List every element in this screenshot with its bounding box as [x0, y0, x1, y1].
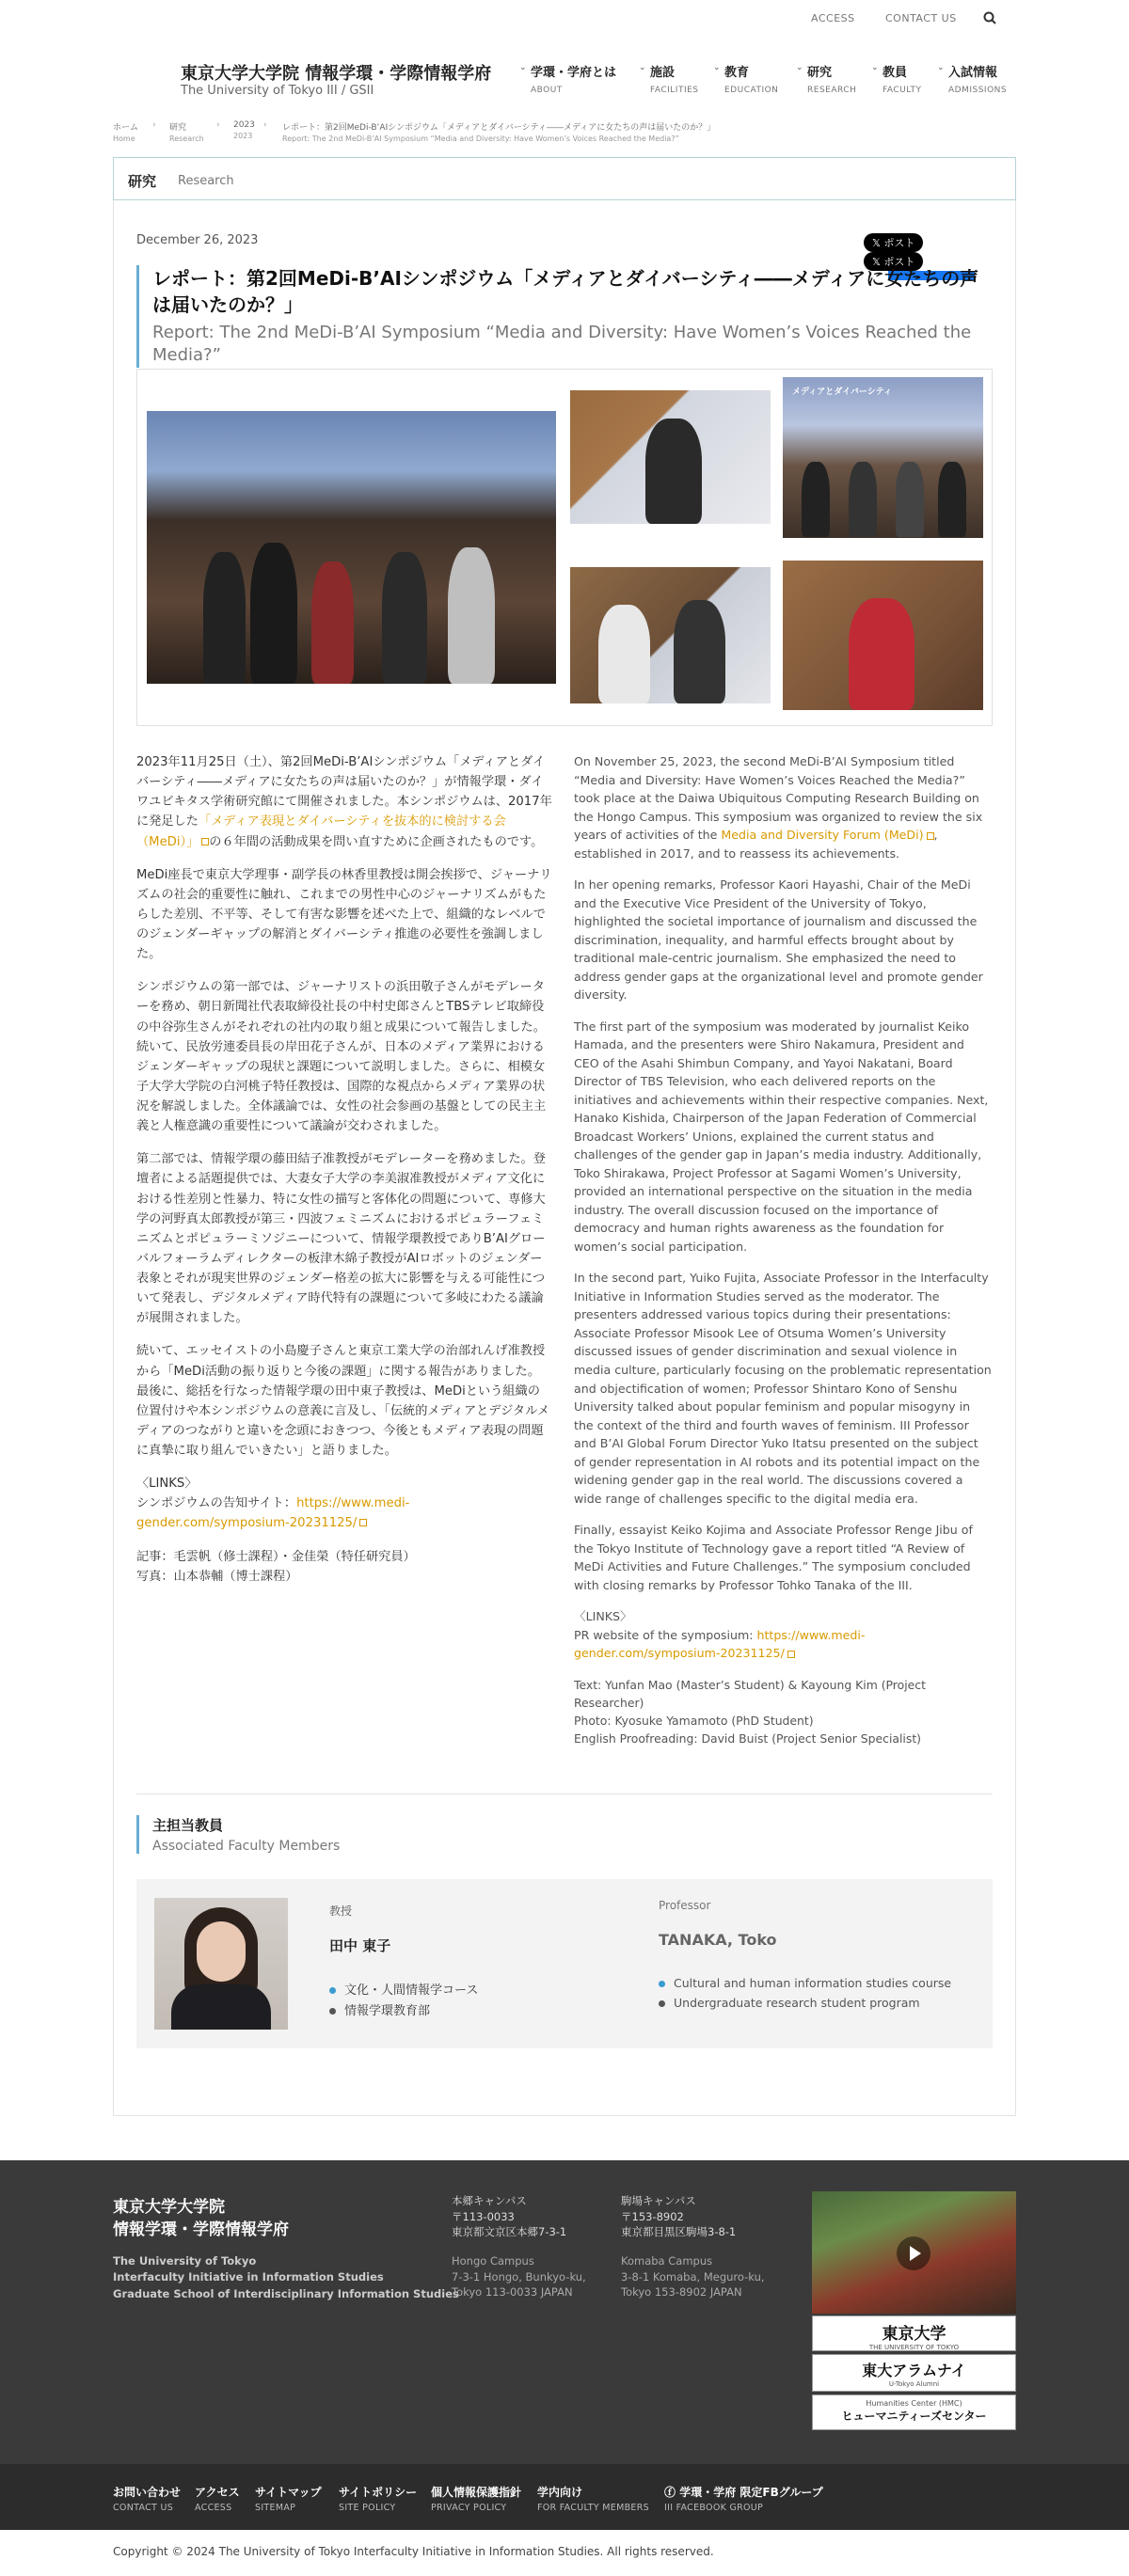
site-subtitle[interactable]: The University of Tokyo III / GSII — [181, 84, 374, 98]
paragraph: In her opening remarks, Professor Kaori Hayashi, Chair of the MeDi and the Executive Vice President of the University of Tokyo, highlighted the societal importance of journalism and discussed the discrimination, inequality, and harmful effects brought about by traditional male-centric journalism. She emphasized the need to address gender gaps at the organizational level and promote gender diversity. — [574, 877, 983, 1003]
symposium-link[interactable]: https://www.medi-gender.com/symposium-20231125/ — [136, 1496, 410, 1531]
paragraph: MeDi座長で東京大学理事・副学長の林香里教授は開会挨拶で、ジャーナリズムの社会的重要性に触れ、これまでの男性中心のジャーナリズムがもたらした差別、不平等、そして有害な影響を述べた上で、組織的なレベルでのジェンダーギャップの解消とダイバーシティ推進の必要性を強調しました。 — [136, 867, 552, 962]
section-header — [113, 157, 1016, 200]
credit: English Proofreading: David Buist (Project Senior Specialist) — [574, 1731, 922, 1746]
list-item: 文化・人間情報学コース — [329, 1981, 478, 2001]
presenter-photo[interactable] — [783, 561, 983, 710]
nav-admissions[interactable]: ⌄ 入試情報 ADMISSIONS — [937, 63, 1008, 95]
paragraph: In the second part, Yuiko Fujita, Associate Professor in the Interfaculty Initiative in Information Studies served as the moderator. The presenters addressed various topics during their presentations: Associate Professor Misook Lee of Otsuma Women’s University discussed issues of gender discrimination and sexual violence in media culture, particularly focusing on the problematic representation and objectification of women; Professor Shintaro Kono of Senshu University talked about popular feminism and popular misogyny in the context of the third and fourth waves of feminism. III Professor and B’AI Global Forum Director Yuko Itatsu presented on the subject of gender representation in AI robots and its potential impact on the widening gender gap in the real world. The discussions covered a wide range of challenges specific to the digital media era. — [574, 1271, 992, 1506]
x-post-button[interactable]: 𝕏 ポスト — [864, 233, 923, 252]
nav-about[interactable]: ⌄ 学環・学府とは ABOUT — [519, 63, 617, 95]
bullet-icon — [329, 2008, 336, 2015]
chevron-down-icon: ⌄ — [796, 63, 803, 72]
faculty-title-en: Professor — [659, 1899, 711, 1912]
paragraph: 2023年11月25日（土）、第2回MeDi-B’AIシンポジウム「メディアとダイバーシティ――メディアに女たちの声は届いたのか？」が情報学環・ダイワユビキタス学術研究館にて開催されました。本シンポジウムは、2017年に発足した「メディア表現とダイバーシティを抜本的に検討する会（MeDi）」 の６年間の活動成果を問い直すために企画されたものです。 — [136, 755, 552, 849]
panel-discussion-photo[interactable] — [783, 377, 983, 538]
links-heading: 〈LINKS〉 — [136, 1477, 198, 1492]
chevron-right-icon: › — [263, 120, 267, 130]
symposium-panel-photo[interactable] — [147, 411, 556, 684]
breadcrumb-2023[interactable]: 2023 2023 — [233, 120, 255, 140]
copyright: Copyright © 2024 The University of Tokyo Interfaculty Initiative in Information Studies. All rights reserved. — [113, 2545, 714, 2558]
breadcrumb-current: レポート：第2回MeDi-B’AIシンポジウム「メディアとダイバーシティ――メディアに女たちの声は届いたのか？」 Report: The 2nd MeDi-B’AI Symposium “Media and Diversity: Have Women’s Voices Reached the Media?” — [282, 123, 716, 143]
bullet-icon — [659, 2000, 665, 2007]
symposium-link-en[interactable]: https://www.medi-gender.com/symposium-20231125/ — [574, 1627, 866, 1661]
chevron-down-icon: ⌄ — [519, 63, 527, 72]
credit: 記事：毛雲帆（修士課程）・金佳榮（特任研究員） — [136, 1549, 416, 1564]
search-icon[interactable] — [983, 11, 996, 24]
footer-faculty-members[interactable]: 学内向け FOR FACULTY MEMBERS — [537, 2486, 649, 2513]
site-title[interactable]: 東京大学大学院 情報学環・学際情報学府 — [181, 64, 492, 84]
paragraph: On November 25, 2023, the second MeDi-B’AI Symposium titled “Media and Diversity: Have Women’s Voices Reached the Media?” took place at the Daiwa Ubiquitous Computing Research Building on the Hongo Campus. This symposium was organized to review the six years of activities of the Media and Diversity Forum (MeDi) , established in 2017, and to reassess its achievements. — [574, 754, 983, 861]
komaba-campus: 駒場キャンパス 〒153-8902 東京都目黒区駒場3-8-1 Komaba Campus 3-8-1 Komaba, Meguro-ku, Tokyo 153-8902 JAPAN — [621, 2194, 765, 2299]
nav-education[interactable]: ⌄ 教育 EDUCATION — [713, 63, 779, 95]
medi-link-en[interactable]: Media and Diversity Forum (MeDi) — [721, 828, 924, 843]
faculty-heading: 主担当教員 Associated Faculty Members — [136, 1815, 340, 1854]
paragraph: シンポジウムの第一部では、ジャーナリストの浜田敬子さんがモデレーターを務め、朝日新聞社代表取締役社長の中村史郎さんとTBSテレビ取締役の中谷弥生さんがそれぞれの社内の取り組と成果について報告しました。続いて、民放労連委員長の岸田花子さんが、日本のメディア業界におけるジェンダーギャップの現状と課題について説明しました。さらに、相模女子大学大学院の白河桃子特任教授は、国際的な視点からメディア業界の状況を解説しました。全体議論では、女性の社会参画の基盤としての民主主義と人権意識の重要性について議論が交わされました。 — [136, 980, 547, 1134]
external-link-icon — [787, 1651, 795, 1658]
medi-link[interactable]: 「メディア表現とダイバーシティを抜本的に検討する会（MeDi）」 — [136, 814, 506, 849]
article-date: December 26, 2023 — [136, 233, 259, 247]
discussion-photo[interactable] — [570, 567, 771, 703]
x-post-button-2[interactable]: 𝕏 ポスト — [864, 252, 923, 271]
footer-privacy[interactable]: 個人情報保護指針 PRIVACY POLICY — [431, 2486, 522, 2513]
paragraph: Finally, essayist Keiko Kojima and Associate Professor Renge Jibu of the Tokyo Institute of Technology gave a report titled “A Review of MeDi Activities and Future Challenges.” The symposium concluded with closing remarks by Professor Tohko Tanaka of the III. — [574, 1523, 973, 1592]
faculty-courses-en — [659, 1973, 951, 2014]
external-link-icon — [927, 832, 934, 840]
contact-link[interactable]: CONTACT US — [885, 12, 957, 24]
list-item: 情報学環教育部 — [329, 2001, 478, 2022]
faculty-name-en[interactable]: TANAKA, Toko — [659, 1931, 777, 1949]
chevron-right-icon: › — [216, 120, 220, 130]
paragraph: The first part of the symposium was moderated by journalist Keiko Hamada, and the presenters were Shiro Nakamura, President and CEO of the Asahi Shimbun Company, and Yayoi Nakatani, Board Director of TBS Television, who each delivered reports on the initiatives and achievements within their respective companies. Next, Hanako Kishida, Chairperson of the Japan Federation of Commercial Broadcast Workers’ Unions, explained the current status and challenges of the gender gap in Japan’s media industry. Additionally, Toko Shirakawa, Project Professor at Sagami Women’s University, provided an international perspective on the situation in the media industry. The overall discussion focused on the importance of democracy and human rights awareness as the foundation for women’s social participation. — [574, 1019, 989, 1254]
faculty-name[interactable]: 田中 東子 — [329, 1937, 391, 1954]
paragraph: 続いて、エッセイストの小島慶子さんと東京工業大学の治部れんげ准教授から「MeDi活動の振り返りと今後の課題」に関する報告がありました。最後に、総括を行なった情報学環の田中東子教授は、MeDiという組織の位置付けや本シンポジウムの意義に言及し、「伝統的メディアとデジタルメディアのつながりと違いを念頭におきつつ、今後ともメディア表現の問題に真摯に取り組んでいきたい」と語りました。 — [136, 1344, 550, 1458]
x-icon: 𝕏 — [872, 256, 884, 268]
links-line: PR website of the symposium: https://www.medi-gender.com/symposium-20231125/ — [574, 1627, 866, 1661]
campus-video[interactable] — [812, 2191, 1016, 2314]
links-heading: 〈LINKS〉 — [574, 1609, 632, 1624]
bullet-icon — [329, 1987, 336, 1994]
utokyo-banner[interactable]: 東京大学 THE UNIVERSITY OF TOKYO — [812, 2315, 1016, 2351]
chevron-down-icon: ⌄ — [639, 63, 646, 72]
paragraph: 第二部では、情報学環の藤田結子准教授がモデレーターを務めました。登壇者による話題提供では、大妻女子大学の李美淑准教授がメディア文化における性差別と性暴力、特に女性の描写と客体化の問題について、専修大学の河野真太郎教授が第三・四波フェミニズムにおけるポピュラーフェミニズムとポピュラーミソジニーについて、情報学環教授でありB’AIグローバルフォーラムディレクターの板津木綿子教授がAIロボットのジェンダー表象とそれが現実世界のジェンダー格差の拡大に影響を与える可能性について発表し、デジタルメディア時代特有の課題について多岐にわたる議論が展開されました。 — [136, 1152, 546, 1326]
utility-bar — [0, 0, 1129, 38]
article-body-ja — [136, 752, 552, 1587]
speaker-photo[interactable] — [570, 390, 771, 524]
footer-site-policy[interactable]: サイトポリシー SITE POLICY — [339, 2486, 418, 2513]
breadcrumb-home[interactable]: ホーム Home — [113, 123, 139, 143]
section-title: 研究 — [128, 173, 157, 190]
facebook-icon: ⓕ — [664, 2486, 680, 2499]
chevron-down-icon: ⌄ — [871, 63, 879, 72]
footer-subtitle: The University of Tokyo Interfaculty Initiative in Information Studies Graduate School of Interdisciplinary Information Studies — [113, 2254, 459, 2300]
chevron-down-icon: ⌄ — [713, 63, 721, 72]
x-icon: 𝕏 — [872, 237, 884, 249]
external-link-icon — [359, 1519, 367, 1526]
credit: Text: Yunfan Mao (Master’s Student) & Kayoung Kim (Project Researcher) — [574, 1677, 926, 1710]
article-title-block — [136, 265, 997, 368]
article-body-en — [574, 752, 993, 1748]
footer-title: 東京大学大学院 情報学環・学際情報学府 — [113, 2198, 289, 2239]
section-subtitle: Research — [178, 174, 234, 188]
alumni-banner[interactable]: 東大アラムナイ U-Tokyo Alumni — [812, 2354, 1016, 2392]
chevron-down-icon: ⌄ — [937, 63, 945, 72]
credit: Photo: Kyosuke Yamamoto (PhD Student) — [574, 1714, 814, 1729]
nav-faculty[interactable]: ⌄ 教員 FACULTY — [871, 63, 922, 95]
access-link[interactable]: ACCESS — [811, 12, 855, 24]
humanities-center-banner[interactable]: Humanities Center (HMC) ヒューマニティーズセンター — [812, 2394, 1016, 2430]
bullet-icon — [659, 1981, 665, 1987]
footer-facebook-group[interactable]: ⓕ 学環・学府 限定FBグループ III FACEBOOK GROUP — [664, 2486, 823, 2513]
footer-access[interactable]: アクセス ACCESS — [195, 2486, 240, 2513]
nav-research[interactable]: ⌄ 研究 RESEARCH — [796, 63, 857, 95]
list-item: Cultural and human information studies course — [659, 1973, 951, 1993]
chevron-right-icon: › — [152, 120, 156, 130]
faculty-courses — [329, 1981, 478, 2022]
links-line: シンポジウムの告知サイト：https://www.medi-gender.com/symposium-20231125/ — [136, 1496, 410, 1531]
article-title-en: Report: The 2nd MeDi-B’AI Symposium “Media and Diversity: Have Women’s Voices Reached the Media?” — [152, 323, 972, 366]
faculty-title: 教授 — [329, 1904, 353, 1918]
nav-facilities[interactable]: ⌄ 施設 FACILITIES — [639, 63, 699, 95]
hongo-campus: 本郷キャンパス 〒113-0033 東京都文京区本郷7-3-1 Hongo Campus 7-3-1 Hongo, Bunkyo-ku, Tokyo 113-0033 JAPAN — [452, 2194, 586, 2299]
breadcrumb-research[interactable]: 研究 Research — [169, 123, 204, 143]
footer-contact[interactable]: お問い合わせ CONTACT US — [113, 2486, 182, 2513]
footer-sitemap[interactable]: サイトマップ SITEMAP — [255, 2486, 322, 2513]
credit: 写真：山本恭輔（博士課程） — [136, 1569, 298, 1584]
faculty-portrait[interactable] — [154, 1898, 288, 2030]
photo-caption: メディアとダイバーシティ — [792, 387, 893, 397]
article-title: レポート：第2回MeDi-B’AIシンポジウム「メディアとダイバーシティ――メディアに女たちの声は届いたのか？」 — [152, 267, 979, 316]
list-item: Undergraduate research student program — [659, 1993, 951, 2013]
